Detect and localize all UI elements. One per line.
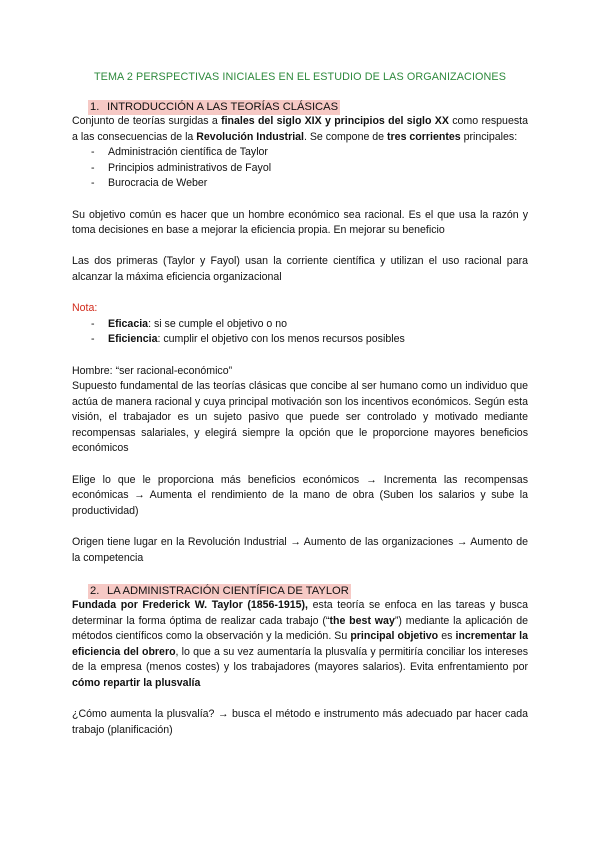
taylor-bold-objective: principal objetivo xyxy=(350,630,439,643)
list-item: - Administración científica de Taylor xyxy=(91,146,268,159)
question-paragraph: ¿Cómo aumenta la plusvalía? → busca el método e instrumento más adecuado par hacer cada trabajo (planificación) xyxy=(72,708,528,736)
current-weber: Burocracia de Weber xyxy=(108,177,208,190)
intro-text-1: Conjunto de teorías surgidas a xyxy=(72,115,222,127)
section-2-title: LA ADMINISTRACIÓN CIENTÍFICA DE TAYLOR xyxy=(107,585,349,597)
taylor-text-4: , lo que a su vez aumentaría la plusvalía y permitiría conciliar los intereses de la empresa (menos costes) y los trabajadores (mayores salarios). Evita enfrentamiento por xyxy=(72,645,529,674)
definition-eficiencia: : cumplir el objetivo con los menos recursos posibles xyxy=(157,333,405,346)
taylor-text-2: ”) mediante la aplicación de métodos científicos como la observación y la medición. Su xyxy=(72,614,528,643)
taylor-bold-founder: Fundada por Frederick W. Taylor (1856-1915), xyxy=(72,599,309,611)
section-1-title: INTRODUCCIÓN A LAS TEORÍAS CLÁSICAS xyxy=(107,101,339,113)
list-item: - Burocracia de Weber xyxy=(91,177,208,190)
list-item: - Principios administrativos de Fayol xyxy=(91,161,272,174)
document-title: TEMA 2 PERSPECTIVAS INICIALES EN EL ESTUDIO DE LAS ORGANIZACIONES xyxy=(93,71,507,83)
section-1-body xyxy=(72,114,528,566)
current-fayol: Principios administrativos de Fayol xyxy=(108,161,272,174)
intro-text-3: . Se compone de xyxy=(303,130,388,143)
first-two-paragraph: Las dos primeras (Taylor y Fayol) usan la corriente científica y utilizan el uso racional para alcanzar la máxima eficiencia organizacional xyxy=(72,255,528,283)
intro-bold-three: tres corrientes xyxy=(387,130,461,143)
section-2-number: 2. xyxy=(90,585,100,597)
taylor-text-1: esta teoría se enfoca en las tareas y busca determinar la forma óptima de realizar cada trabajo (“ xyxy=(72,599,528,627)
taylor-bold-best-way: the best way xyxy=(329,614,395,627)
taylor-text-3: es xyxy=(438,630,456,643)
section-1-heading xyxy=(88,100,340,115)
taylor-bold-efficiency: incrementar la eficiencia del obrero xyxy=(72,630,528,658)
section-1-number: 1. xyxy=(90,101,100,113)
section-2-body xyxy=(72,598,528,738)
note-list xyxy=(72,317,528,348)
taylor-bold-surplus: cómo repartir la plusvalía xyxy=(72,676,201,689)
list-item: - Eficacia: si se cumple el objetivo o no xyxy=(91,317,288,330)
definition-eficacia: : si se cumple el objetivo o no xyxy=(148,317,288,330)
term-eficacia: Eficacia xyxy=(108,317,149,330)
man-paragraph: Supuesto fundamental de las teorías clásicas que concibe al ser humano como un individuo que actúa de manera racional y cuya principal motivación son los incentivos económicos. Según esta visión, el trabajador es un sujeto pasivo que puede ser controlado y motivado mediante recompensas salariales, y elegirá siempre la opción que le proporcione mayores beneficios económicos xyxy=(72,380,528,455)
man-label: Hombre: “ser racional-económico” xyxy=(72,364,233,377)
intro-text-2: como respuesta a las consecuencias de la xyxy=(72,115,528,143)
current-taylor: Administración científica de Taylor xyxy=(108,146,268,159)
term-eficiencia: Eficiencia xyxy=(108,333,158,346)
intro-bold-revolution: Revolución Industrial xyxy=(196,130,304,143)
list-item: - Eficiencia: cumplir el objetivo con los menos recursos posibles xyxy=(91,333,405,346)
objective-paragraph: Su objetivo común es hacer que un hombre económico sea racional. Es el que usa la razón y toma decisiones en base a mejorar la eficiencia propia. En mejorar su beneficio xyxy=(72,208,528,237)
section-2-heading xyxy=(88,584,351,599)
note-label: Nota: xyxy=(72,302,98,315)
taylor-paragraph xyxy=(72,598,528,692)
intro-text-4: principales: xyxy=(460,130,518,143)
currents-list xyxy=(72,145,528,192)
intro-bold-centuries: finales del siglo XIX y principios del siglo XX xyxy=(221,115,449,127)
chain-paragraph-2: Origen tiene lugar en la Revolución Industrial → Aumento de las organizaciones → Aumento de la competencia xyxy=(72,536,528,564)
chain-paragraph-1: Elige lo que le proporciona más beneficios económicos → Incrementa las recompensas económicas → Aumenta el rendimiento de la mano de obra (Suben los salarios y sube la productividad) xyxy=(72,473,528,517)
intro-paragraph xyxy=(72,114,528,145)
